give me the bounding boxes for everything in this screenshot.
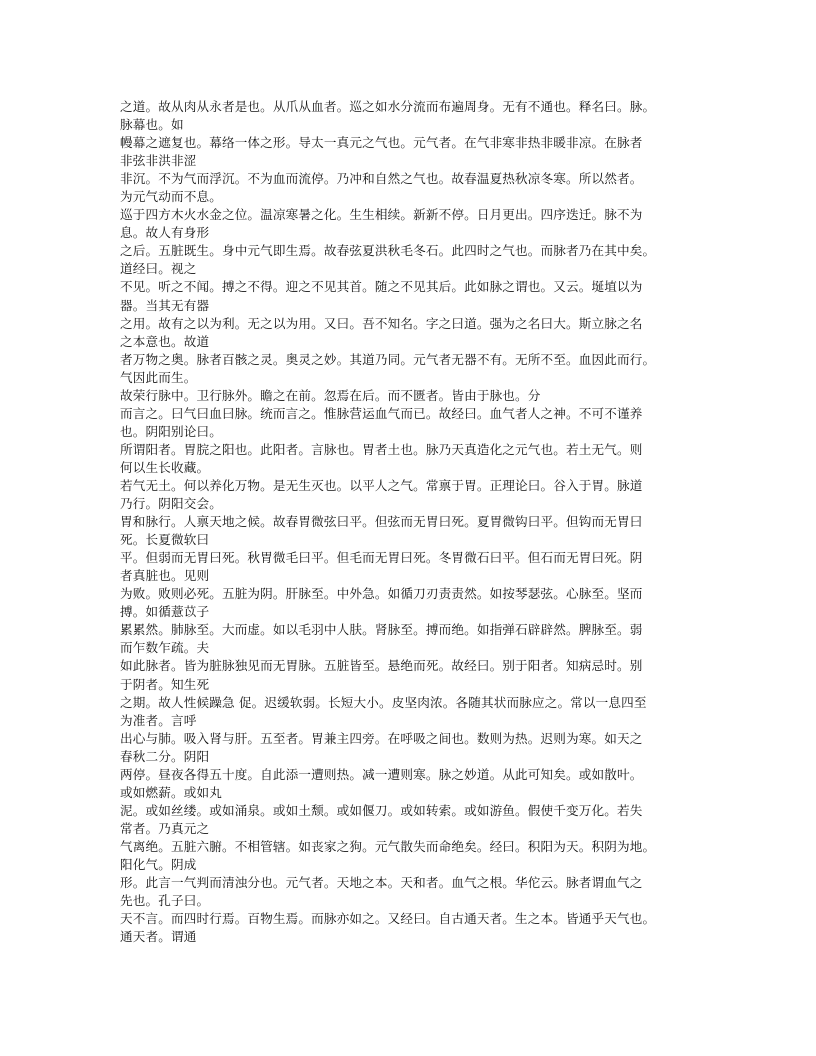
- text-line: 故荣行脉中。卫行脉外。瞻之在前。忽焉在后。而不匮者。皆由于脉也。分: [120, 387, 541, 403]
- text-line: 胃和脉行。人禀天地之候。故春胃微弦曰平。但弦而无胃曰死。夏胃微钩曰平。但钩而无胃曰: [120, 514, 643, 530]
- text-line: 出心与肺。吸入肾与肝。五至者。胃兼主四旁。在呼吸之间也。数则为热。迟则为寒。如天之: [120, 730, 643, 746]
- text-line: 死。长夏微软曰: [120, 532, 210, 548]
- text-line: 之期。故人性候躁急 促。迟缓软弱。长短大小。皮坚肉浓。各随其状而脉应之。常以一息四至: [120, 694, 647, 710]
- text-line: 搏。如循薏苡子: [120, 604, 210, 620]
- text-line: 气因此而生。: [120, 369, 197, 385]
- text-line: 而乍数乍疏。夫: [120, 640, 210, 656]
- text-line: 为准者。言呼: [120, 712, 197, 728]
- text-line: 常者。乃真元之: [120, 820, 210, 836]
- text-line: 之道。故从肉从永者是也。从爪从血者。巡之如水分流而布遍周身。无有不通也。释名曰。脉。: [120, 99, 656, 114]
- text-line: 者真脏也。见则: [120, 568, 210, 584]
- text-line: 天不言。而四时行焉。百物生焉。而脉亦如之。又经曰。自古通天者。生之本。皆通乎天气也。: [120, 911, 656, 927]
- text-line: 通天者。谓通: [120, 929, 197, 945]
- text-line: 春秋二分。阴阳: [120, 748, 210, 764]
- text-line: 所谓阳者。胃脘之阳也。此阳者。言脉也。胃者土也。脉乃天真造化之元气也。若土无气。则: [120, 441, 643, 457]
- text-line: 不见。听之不闻。搏之不得。迎之不见其首。随之不见其后。此如脉之谓也。又云。埏埴以为: [120, 279, 643, 295]
- text-line: 幔幕之遮复也。幕络一体之形。导太一真元之气也。元气者。在气非寒非热非暖非凉。在脉者: [120, 135, 643, 151]
- text-line: 巡于四方木火水金之位。温凉寒暑之化。生生相续。新新不停。日月更出。四序迭迁。脉不为: [120, 207, 643, 223]
- text-line: 而言之。曰气曰血曰脉。统而言之。惟脉营运血气而已。故经曰。血气者人之神。不可不谨养: [120, 405, 643, 421]
- text-line: 者万物之奥。脉者百骸之灵。奥灵之妙。其道乃同。元气者无器不有。无所不至。血因此而行。: [120, 351, 656, 367]
- text-line: 之后。五脏既生。身中元气即生焉。故春弦夏洪秋毛冬石。此四时之气也。而脉者乃在其中矣。: [120, 243, 656, 259]
- text-line: 脉幕也。如: [120, 117, 184, 133]
- text-line: 如此脉者。皆为脏脉独见而无胃脉。五脏皆至。悬绝而死。故经曰。别于阳者。知病忌时。别: [120, 658, 643, 674]
- text-line: 为元气动而不息。: [120, 189, 222, 205]
- text-line: 或如燃薪。或如丸: [120, 784, 222, 800]
- text-line: 泥。或如丝缕。或如涌泉。或如土颓。或如偃刀。或如转索。或如游鱼。假使千变万化。若失: [120, 802, 643, 818]
- text-line: 若气无土。何以养化万物。是无生灭也。以平人之气。常禀于胃。正理论曰。谷入于胃。脉道: [120, 477, 643, 493]
- text-line: 两停。昼夜各得五十度。自此添一遭则热。减一遭则寒。脉之妙道。从此可知矣。或如散叶。: [120, 766, 643, 782]
- text-line: 于阴者。知生死: [120, 676, 210, 692]
- document-text-block: [120, 98, 700, 946]
- text-line: 先也。孔子曰。: [120, 893, 210, 909]
- text-line: 之用。故有之以为利。无之以为用。又曰。吾不知名。字之曰道。强为之名曰大。斯立脉之名: [120, 315, 643, 331]
- text-line: 为败。败则必死。五脏为阴。肝脉至。中外急。如循刀刃责责然。如按琴瑟弦。心脉至。坚而: [120, 586, 643, 602]
- text-line: 之本意也。故道: [120, 333, 210, 349]
- text-line: 阳化气。阴成: [120, 856, 197, 872]
- text-line: 形。此言一气判而清浊分也。元气者。天地之本。天和者。血气之根。华佗云。脉者谓血气之: [120, 875, 643, 891]
- text-line: 气离绝。五脏六腑。不相管辖。如丧家之狗。元气散失而命绝矣。经曰。积阳为天。积阴为地。: [120, 838, 656, 854]
- text-line: 何以生长收藏。: [120, 459, 210, 475]
- text-line: 累累然。肺脉至。大而虚。如以毛羽中人肤。肾脉至。搏而绝。如指弹石辟辟然。脾脉至。弱: [120, 622, 643, 638]
- text-line: 也。阴阳别论曰。: [120, 423, 222, 439]
- text-line: 乃行。阴阳交会。: [120, 496, 222, 512]
- text-line: 器。当其无有器: [120, 297, 210, 313]
- text-line: 息。故人有身形: [120, 225, 210, 241]
- text-line: 非弦非洪非涩: [120, 153, 197, 169]
- text-line: 道经曰。视之: [120, 261, 197, 277]
- text-line: 非沉。不为气而浮沉。不为血而流停。乃冲和自然之气也。故春温夏热秋凉冬寒。所以然者。: [120, 171, 643, 187]
- text-line: 平。但弱而无胃曰死。秋胃微毛曰平。但毛而无胃曰死。冬胃微石曰平。但石而无胃曰死。阴: [120, 550, 643, 566]
